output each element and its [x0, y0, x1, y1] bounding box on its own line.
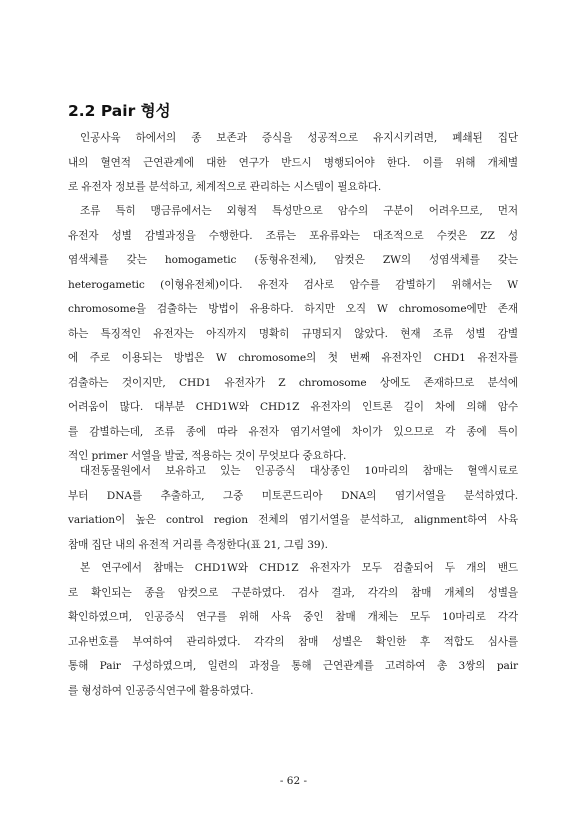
- text-line: 인공사육 하에서의 종 보존과 증식을 성공적으로 유지시키려면, 폐쇄된 집단: [80, 132, 518, 144]
- paragraph-1: [68, 126, 518, 200]
- text-line: 고유번호를 부여하여 관리하였다. 각각의 참매 성별은 확인한 후 적합도 심사를: [68, 635, 518, 648]
- section-heading: 2.2 Pair 형성: [68, 102, 171, 120]
- text-line: 조류 특히 맹금류에서는 외형적 특성만으로 암수의 구분이 어려우므로, 먼저: [80, 205, 518, 217]
- text-line: 확인하였으며, 인공증식 연구를 위해 사육 중인 참매 개체는 모두 10마리로 각각: [68, 611, 518, 623]
- text-line: 부터 DNA를 추출하고, 그중 미토콘드리아 DNA의 염기서열을 분석하였다.: [68, 489, 518, 502]
- text-line: 에 주로 이용되는 방법은 W chromosome의 첫 번째 유전자인 CHD1 유전자를: [68, 352, 518, 364]
- text-line: 어려움이 많다. 대부분 CHD1W와 CHD1Z 유전자의 인트론 길이 차에 의해 암수: [68, 401, 518, 413]
- text-line: variation이 높은 control region 전체의 염기서열을 분석하고, alignment하여 사육: [68, 514, 518, 526]
- text-line: 본 연구에서 참매는 CHD1W와 CHD1Z 유전자가 모두 검출되어 두 개의 밴드: [80, 562, 518, 574]
- text-line: 염색체를 갖는 homogametic (동형유전체), 암컷은 ZW의 성염색체를 갖는: [68, 254, 518, 266]
- paragraph-2: [68, 199, 518, 469]
- paragraph-3: [68, 459, 518, 557]
- text-line: 유전자 성별 감별과정을 수행한다. 조류는 포유류와는 대조적으로 수컷은 ZZ 성: [68, 229, 518, 242]
- text-line: 로 확인되는 종을 암컷으로 구분하였다. 검사 결과, 각각의 참매 개체의 성별을: [68, 586, 518, 599]
- text-line: 통해 Pair 구성하였으며, 일련의 과정을 통해 근연관계를 고려하여 총 3쌍의 pair: [68, 660, 518, 672]
- page-number: - 62 -: [279, 775, 308, 787]
- text-line: 하는 특징적인 유전자는 아직까지 명확히 규명되지 않았다. 현재 조류 성별 감별: [68, 327, 518, 340]
- text-line: chromosome을 검출하는 방법이 유용하다. 하지만 오직 W chromosome에만 존재: [68, 303, 518, 315]
- text-line: 참매 집단 내의 유전적 거리를 측정한다(표 21, 그림 39).: [68, 538, 328, 551]
- text-line: 를 감별하는데, 조류 종에 따라 유전자 염기서열에 차이가 있으므로 각 종에 특이: [68, 425, 518, 438]
- text-line: 내의 혈연적 근연관계에 대한 연구가 반드시 병행되어야 한다. 이를 위해 개체별: [68, 156, 518, 169]
- paragraph-4: [68, 556, 518, 703]
- text-line: 를 형성하여 인공증식연구에 활용하였다.: [68, 684, 254, 697]
- text-line: 적인 primer 서열을 발굴, 적용하는 것이 무엇보다 중요하다.: [68, 450, 347, 462]
- text-line: heterogametic (이형유전체)이다. 유전자 검사로 암수를 감별하기 위해서는 W: [68, 278, 518, 291]
- text-line: 대전동물원에서 보유하고 있는 인공증식 대상종인 10마리의 참매는 혈액시료로: [80, 465, 518, 477]
- text-line: 검출하는 것이지만, CHD1 유전자가 Z chromosome 상에도 존재하므로 분석에: [68, 376, 518, 389]
- text-line: 로 유전자 정보를 분석하고, 체계적으로 관리하는 시스템이 필요하다.: [68, 181, 382, 193]
